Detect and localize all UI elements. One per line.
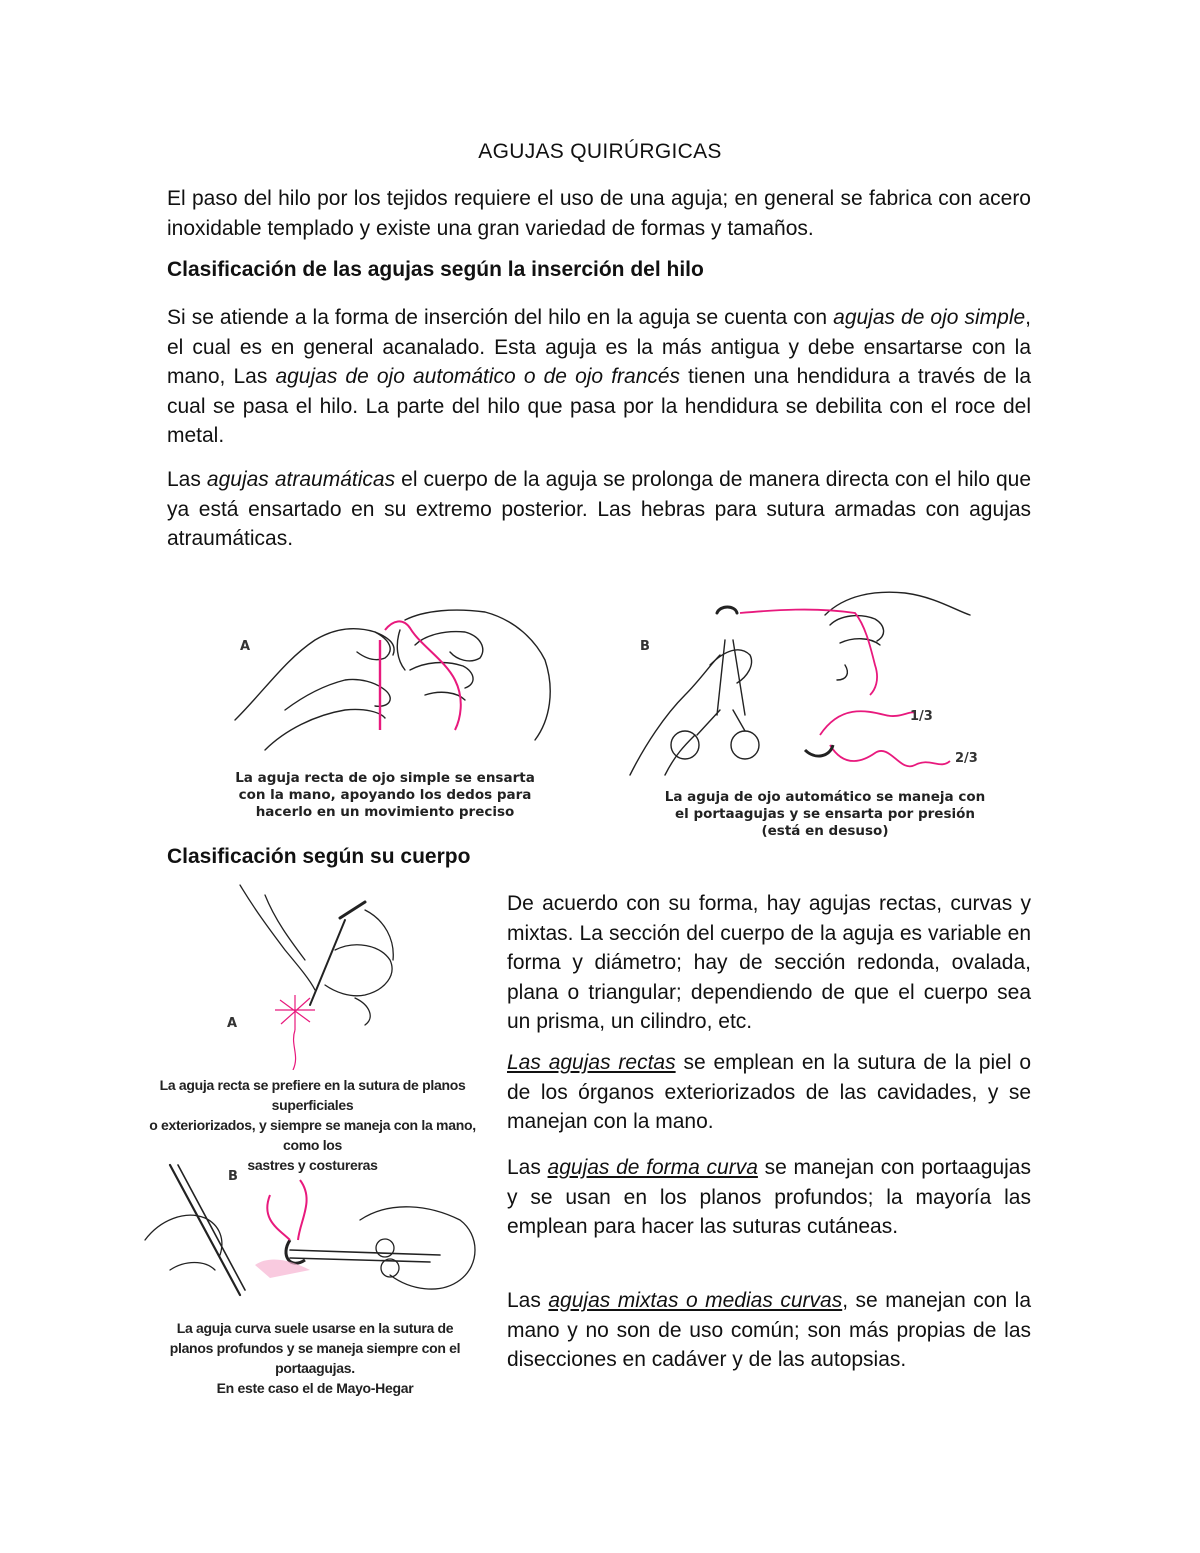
figure-caption-b: La aguja de ojo automático se maneja con el portaagujas y se ensarta por presión (está en desuso) xyxy=(664,789,986,839)
figure-caption-curved: La aguja curva suele usarse en la sutura de planos profundos y se maneja siempre con el portaagujas. En este caso el de Mayo-Hegar xyxy=(169,1320,461,1396)
hand-drawing xyxy=(240,885,393,1025)
paragraph-eye-needles: Si se atiende a la forma de inserción del hilo en la aguja se cuenta con agujas de ojo simple, el cual es en general acanalado. Esta aguja es la más antigua y debe ensartarse con la mano, Las agujas de ojo automático o de ojo francés tienen una hendidura a través de la cual se pasa el hilo. La parte del hilo que pasa por la hendidura se debilita con el roce del metal. xyxy=(167,306,1032,447)
figure-straight-needle xyxy=(215,880,415,1070)
thread-burst xyxy=(275,995,315,1070)
figure-label-a: A xyxy=(240,639,251,654)
thread-curves xyxy=(267,1180,306,1240)
figure-label-straight: A xyxy=(227,1016,238,1031)
paragraph-atraumatic: Las agujas atraumáticas el cuerpo de la aguja se prolonga de manera directa con el hilo que ya está ensartado en su extremo posterior. Las hebras para sutura armadas con agujas atraumáticas. xyxy=(167,468,1031,550)
needle-and-thread xyxy=(380,621,461,730)
forceps-drawing xyxy=(145,1165,475,1295)
figure-label-b: B xyxy=(640,639,650,654)
paragraph-mixed-needles: Las agujas mixtas o medias curvas, se manejan con la mano y no son de uso común; son más propias de las disecciones en cadáver y de las autopsias. xyxy=(507,1289,1032,1371)
figure-curved-needle xyxy=(140,1160,490,1310)
paragraph-body-shape: De acuerdo con su forma, hay agujas rectas, curvas y mixtas. La sección del cuerpo de la aguja es variable en forma y diámetro; hay de sección redonda, ovalada, plana o triangular; dependiendo de que el cuerpo sea un prisma, un cilindro, etc. xyxy=(507,892,1031,1033)
thread-lines xyxy=(740,610,950,767)
thread-label-two-thirds: 2/3 xyxy=(955,751,978,766)
thread-label-third: 1/3 xyxy=(910,709,933,724)
needle-holder-drawing xyxy=(630,592,970,785)
figure-simple-eye-needle xyxy=(225,600,565,765)
figure-automatic-eye-needle xyxy=(625,585,1015,785)
paragraph-curved-needles: Las agujas de forma curva se manejan con portaagujas y se usan en los planos profundos; la mayoría las emplean para hacer las suturas cutáneas. xyxy=(507,1156,1031,1238)
intro-paragraph: El paso del hilo por los tejidos requiere el uso de una aguja; en general se fabrica con acero inoxidable templado y existe una gran variedad de formas y tamaños. xyxy=(167,187,1031,240)
section-heading-body: Clasificación según su cuerpo xyxy=(167,845,471,868)
section-heading-insertion: Clasificación de las agujas según la inserción del hilo xyxy=(167,258,704,281)
curved-needle-shape xyxy=(286,1240,305,1263)
hands-drawing xyxy=(235,610,550,750)
curved-needle-icon xyxy=(805,745,833,756)
figure-caption-a: La aguja recta de ojo simple se ensarta con la mano, apoyando los dedos para hacerlo en un movimiento preciso xyxy=(235,770,535,820)
figure-caption-straight: La aguja recta se prefiere en la sutura de planos superficiales o exteriorizados, y siempre se maneja con la mano, como los sastres y costureras xyxy=(149,1077,476,1173)
paragraph-straight-needles: Las agujas rectas se emplean en la sutura de la piel o de los órganos exteriorizados de las cavidades, y se manejan con la mano. xyxy=(507,1051,1031,1133)
page-title: AGUJAS QUIRÚRGICAS xyxy=(478,140,722,163)
figure-label-curved: B xyxy=(228,1169,238,1184)
